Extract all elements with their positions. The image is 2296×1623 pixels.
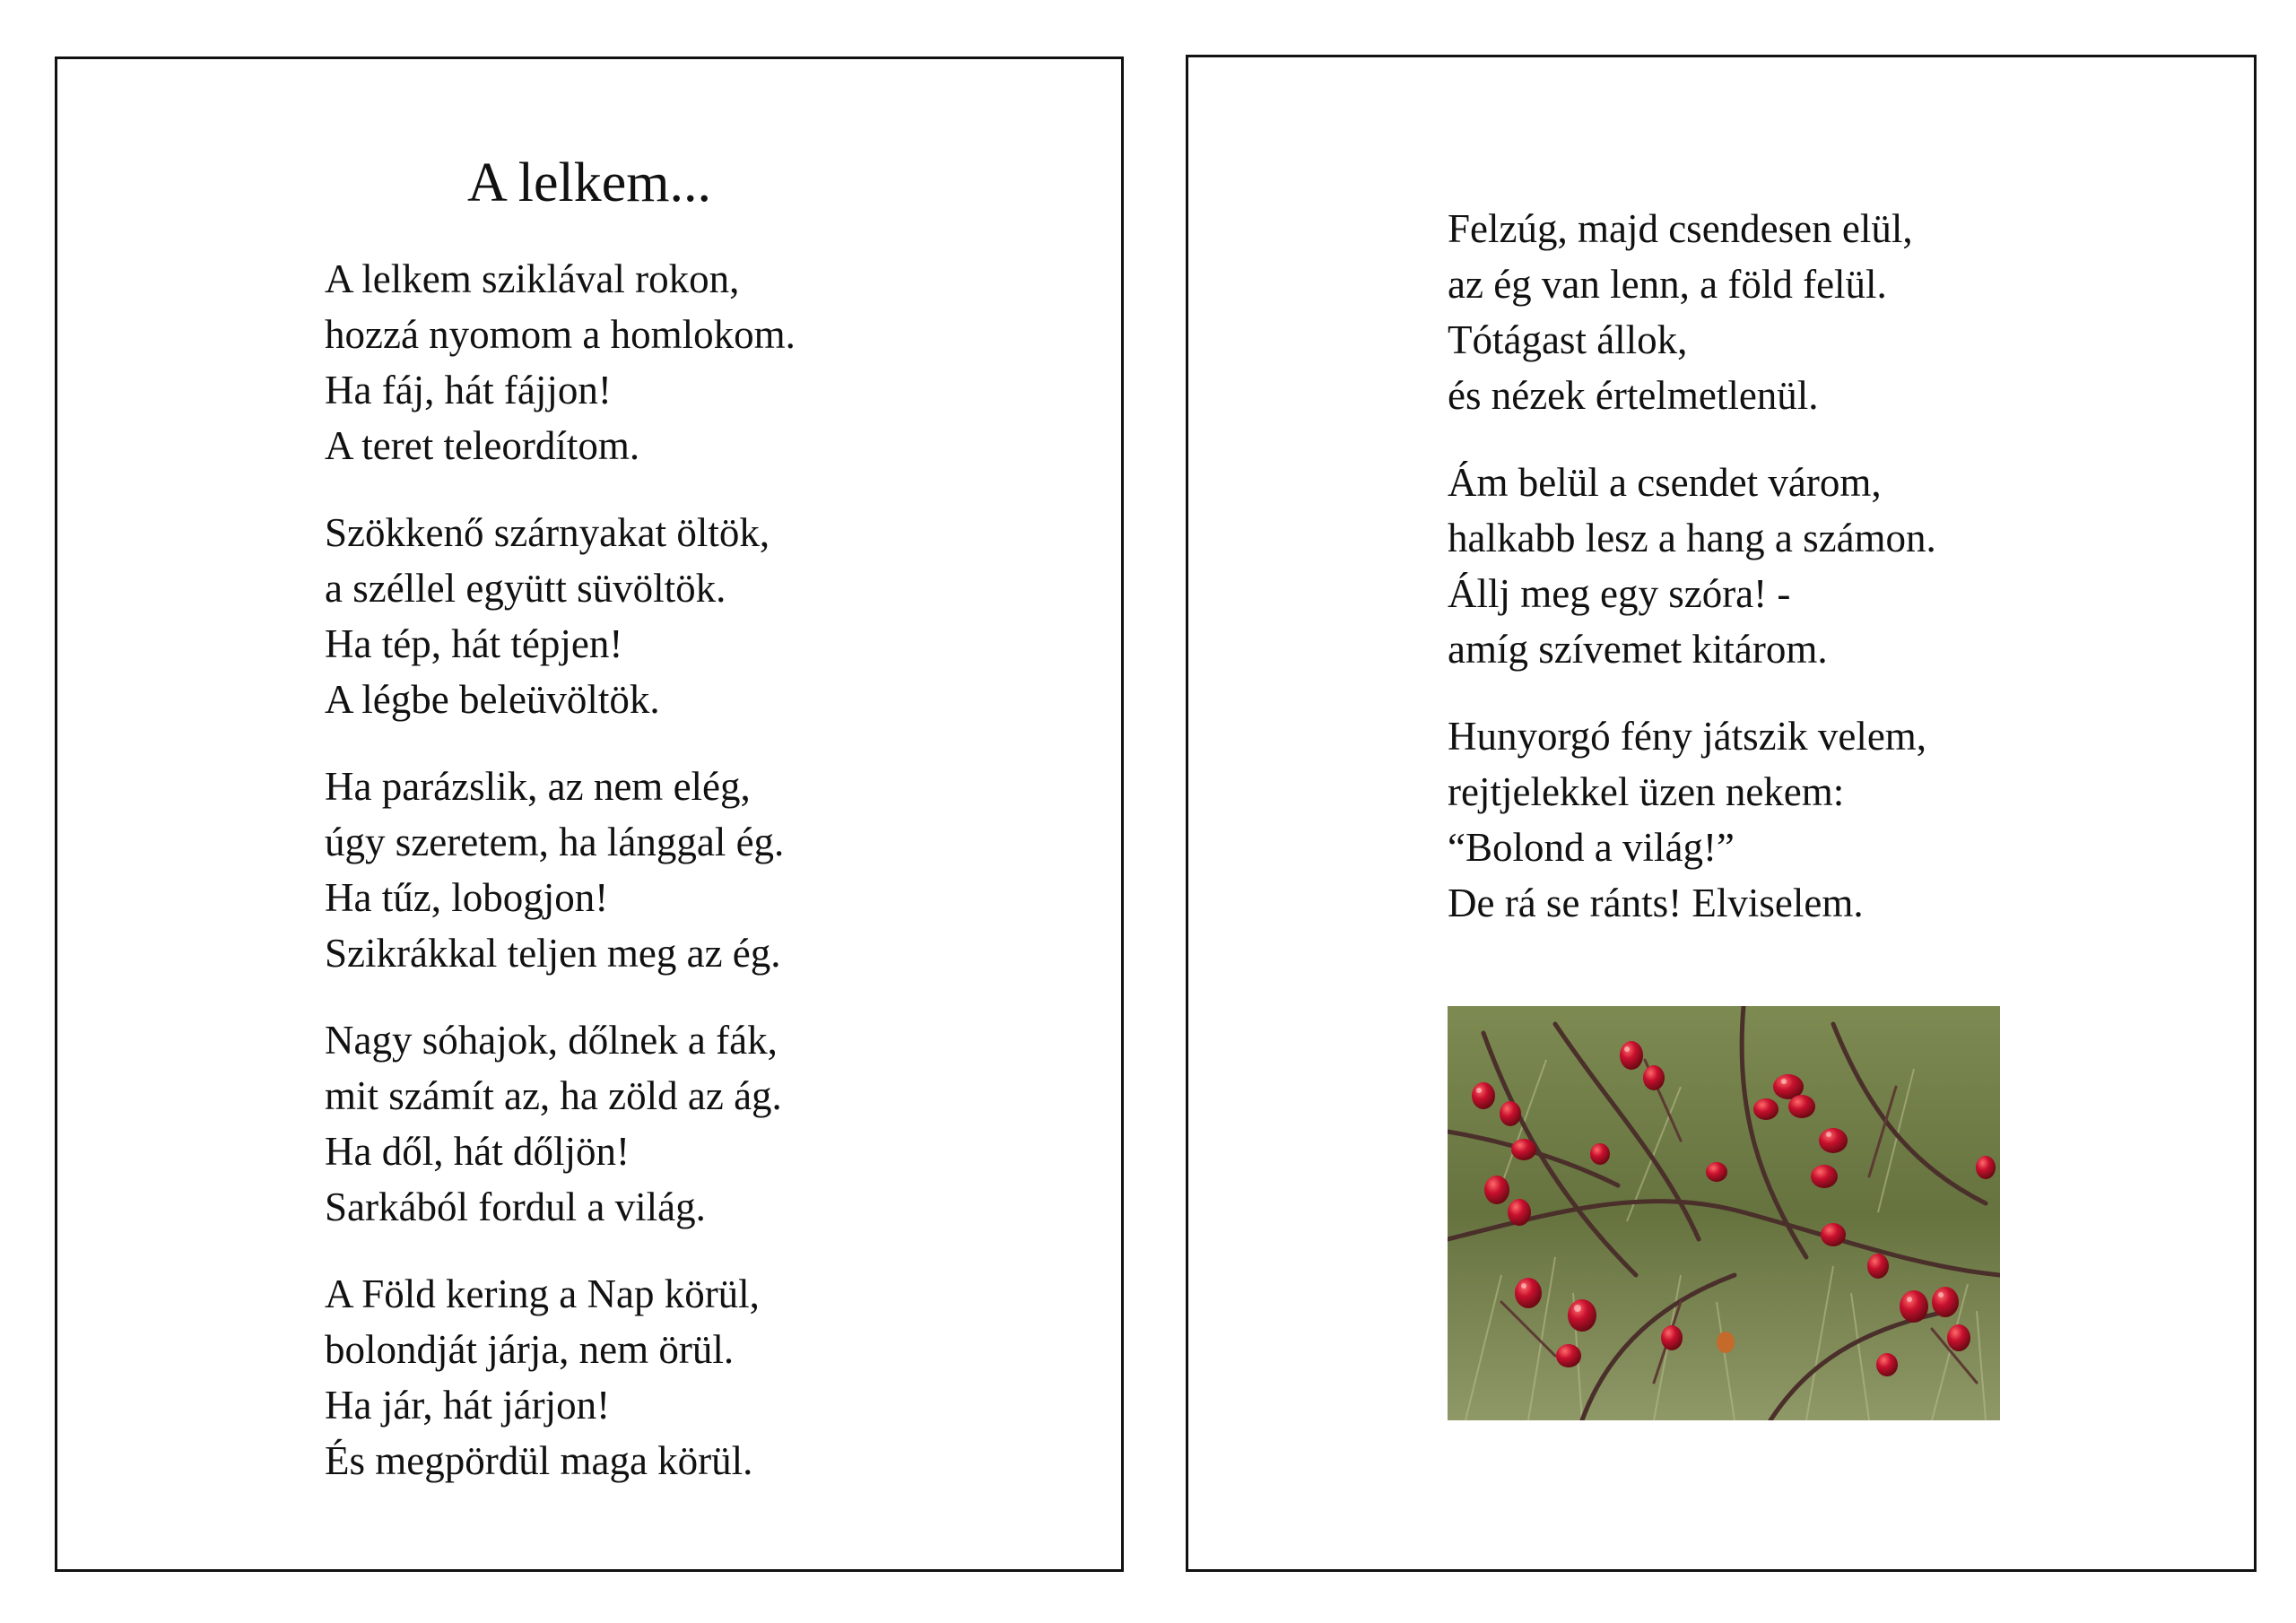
left-poem-body [325,251,1060,1520]
left-page [55,56,1124,1572]
verse-line: A lelkem sziklával rokon, [325,256,740,301]
verse-line: mit számít az, ha zöld az ág. [325,1073,782,1118]
verse-line: Állj meg egy szóra! - [1448,571,1791,616]
verse-line: Hunyorgó fény játszik velem, [1448,714,1927,759]
rosehip-berries-icon [1448,1006,2000,1420]
verse-line: És megpördül maga körül. [325,1438,753,1483]
verse-line: Ha tép, hát tépjen! [325,621,623,666]
verse-line: úgy szeretem, ha lánggal ég. [325,820,785,864]
stanza [325,759,1060,981]
stanza [1448,455,2183,677]
rosehip-photo [1448,1006,2000,1420]
verse-line: a széllel együtt süvöltök. [325,566,726,611]
stanza [1448,708,2183,931]
verse-line: és nézek értelmetlenül. [1448,373,1819,418]
stanza [325,251,1060,473]
verse-line: Tótágast állok, [1448,317,1688,362]
verse-line: A légbe beleüvöltök. [325,677,660,722]
right-poem-body [1448,201,2183,962]
verse-line: Ha fáj, hát fájjon! [325,368,612,412]
verse-line: Ha dől, hát dőljön! [325,1129,630,1174]
verse-line: Ám belül a csendet várom, [1448,460,1882,505]
verse-line: Felzúg, majd csendesen elül, [1448,206,1913,251]
verse-line: A teret teleordítom. [325,423,640,468]
stanza [325,1012,1060,1235]
poem-title: A lelkem... [466,152,712,213]
verse-line: Ha parázslik, az nem elég, [325,764,751,809]
stanza [325,1266,1060,1488]
right-page [1186,55,2257,1572]
verse-line: halkabb lesz a hang a számon. [1448,516,1936,560]
stanza [325,505,1060,727]
verse-line: “Bolond a világ!” [1448,825,1735,870]
verse-line: Szökkenő szárnyakat öltök, [325,510,770,555]
verse-line: Ha jár, hát járjon! [325,1383,611,1428]
verse-line: Szikrákkal teljen meg az ég. [325,931,781,976]
verse-line: hozzá nyomom a homlokom. [325,312,796,357]
verse-line: bolondját járja, nem örül. [325,1327,735,1372]
verse-line: az ég van lenn, a föld felül. [1448,262,1887,307]
verse-line: Sarkából fordul a világ. [325,1185,706,1229]
verse-line: A Föld kering a Nap körül, [325,1271,760,1316]
verse-line: rejtjelekkel üzen nekem: [1448,769,1845,814]
verse-line: Nagy sóhajok, dőlnek a fák, [325,1018,778,1063]
verse-line: Ha tűz, lobogjon! [325,875,609,920]
verse-line: De rá se ránts! Elviselem. [1448,881,1864,925]
stanza [1448,201,2183,423]
verse-line: amíg szívemet kitárom. [1448,627,1828,672]
